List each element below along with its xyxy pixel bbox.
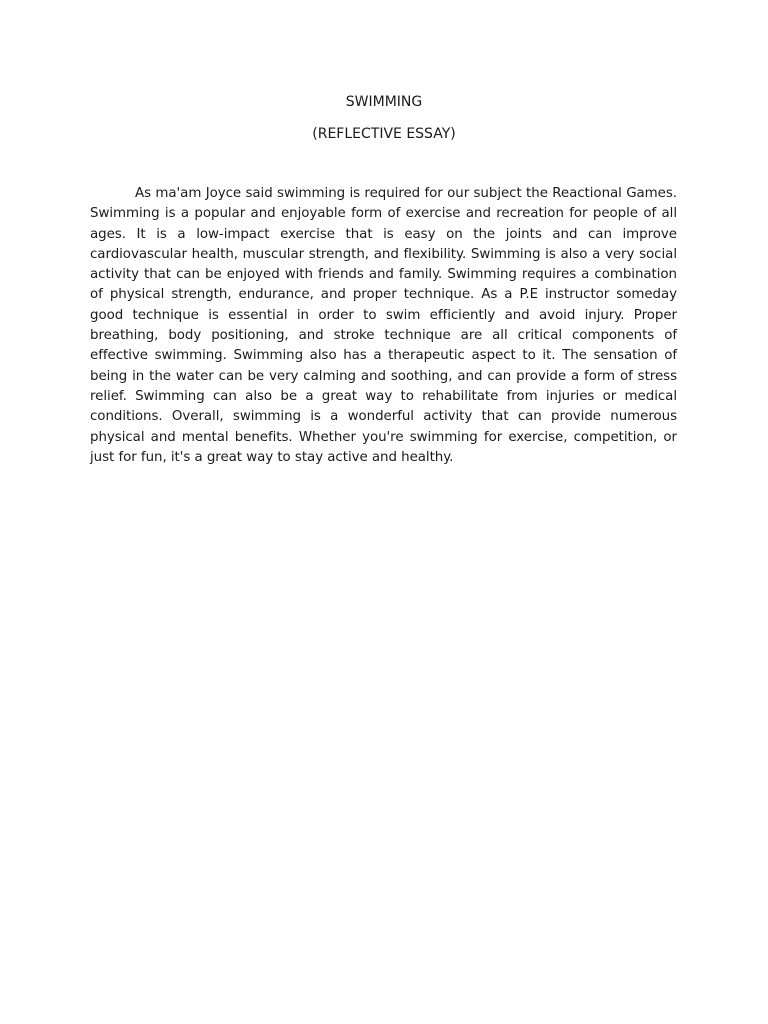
document-title: SWIMMING: [345, 94, 423, 110]
document-subtitle: (REFLECTIVE ESSAY): [312, 126, 456, 142]
essay-paragraph: As ma'am Joyce said swimming is required for our subject the Reactional Games. Swimming is a popular and enjoyable form of exercise and recreation for people of all ages. It is a low-impact exercise that is easy on the joints and can improve cardiovascular health, muscular strength, and flexibility. Swimming is also a very social activity that can be enjoyed with friends and family. Swimming requires a combination of physical strength, endurance, and proper technique. As a P.E instructor someday good technique is essential in order to swim efficiently and avoid injury. Proper breathing, body positioning, and stroke technique are all critical components of effective swimming. Swimming also has a therapeutic aspect to it. The sensation of being in the water can be very calming and soothing, and can provide a form of stress relief. Swimming can also be a great way to rehabilitate from injuries or medical conditions. Overall, swimming is a wonderful activity that can provide numerous physical and mental benefits. Whether you're swimming for exercise, competition, or just for fun, it's a great way to stay active and healthy.: [90, 186, 677, 465]
